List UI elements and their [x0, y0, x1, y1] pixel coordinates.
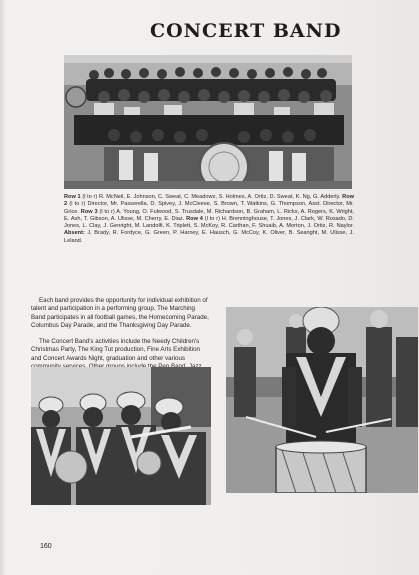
caption-row2-label: Row 2 [64, 194, 354, 208]
drummer-photo [226, 307, 418, 493]
caption-row3-label: Row 3 [80, 208, 98, 215]
photo-caption [64, 194, 354, 245]
caption-row4-text: (l to r) H. Brenninghouse, T. Jones, J. Clark, W. Rosado, D. Jones, L. Clay, J. Genright, M. Landolfi, K. Triplett, S. McKoy, R. Carthan, F. Shuaib, A. Morton, J. Ortiz, R. Naylor. [64, 215, 354, 230]
group-photo [64, 55, 352, 189]
caption-row4-label: Row 4 [186, 215, 203, 222]
page-title: CONCERT BAND [150, 20, 342, 42]
caption-absent-label: Absent: [64, 230, 85, 237]
caption-row1-label: Row 1 [64, 194, 81, 200]
body-paragraph: Each band provides the opportunity for individual exhibition of talent and participation in a performing group. The Marching Band participates in all football games, the Homecoming Parade, Columbus Day Parade, and the Thanksgiving Day Parade. [31, 297, 209, 329]
body-paragraph: The Concert Band's activities include the Needy Children's Christmas Party, The King Tut production, Fine Arts Exhibition and Concert Awards Night, graduation and other various [31, 338, 200, 362]
caption-row1-text: (l to r) R. McNeil, E. Johnson, C. Sweat, C. Meadows, S. Holmes, A. Ortiz, D. Sweat, K. Ng, G. Adderly. [80, 194, 343, 200]
caption-row2-text: (l to r) Director, Mr. Passerella, D. Spivey, J. McCleese, S. Brown, T. Watkins, G. Thompson, Asst. Director, Mr. Grice. [64, 201, 354, 215]
page-number: 160 [40, 543, 52, 550]
caption-row3-text: (l to r) A. Young, O. Fulwood, S. Trusdale, M. Richardson, B. Graham, L. Ricks, A. Rogers, K. Wright, E. Ash, T. Gibson, A. Ulisse, M. Cherry, E. Diaz. [64, 208, 354, 222]
brass-section-photo [31, 367, 211, 505]
caption-absent-text: J. Brady, R. Fordyce, G. Green, P. Harney, E. Hausch, G. McCoy, K. Oliver, B. Searight, M. Ulisse, J. Leland. [64, 230, 354, 244]
